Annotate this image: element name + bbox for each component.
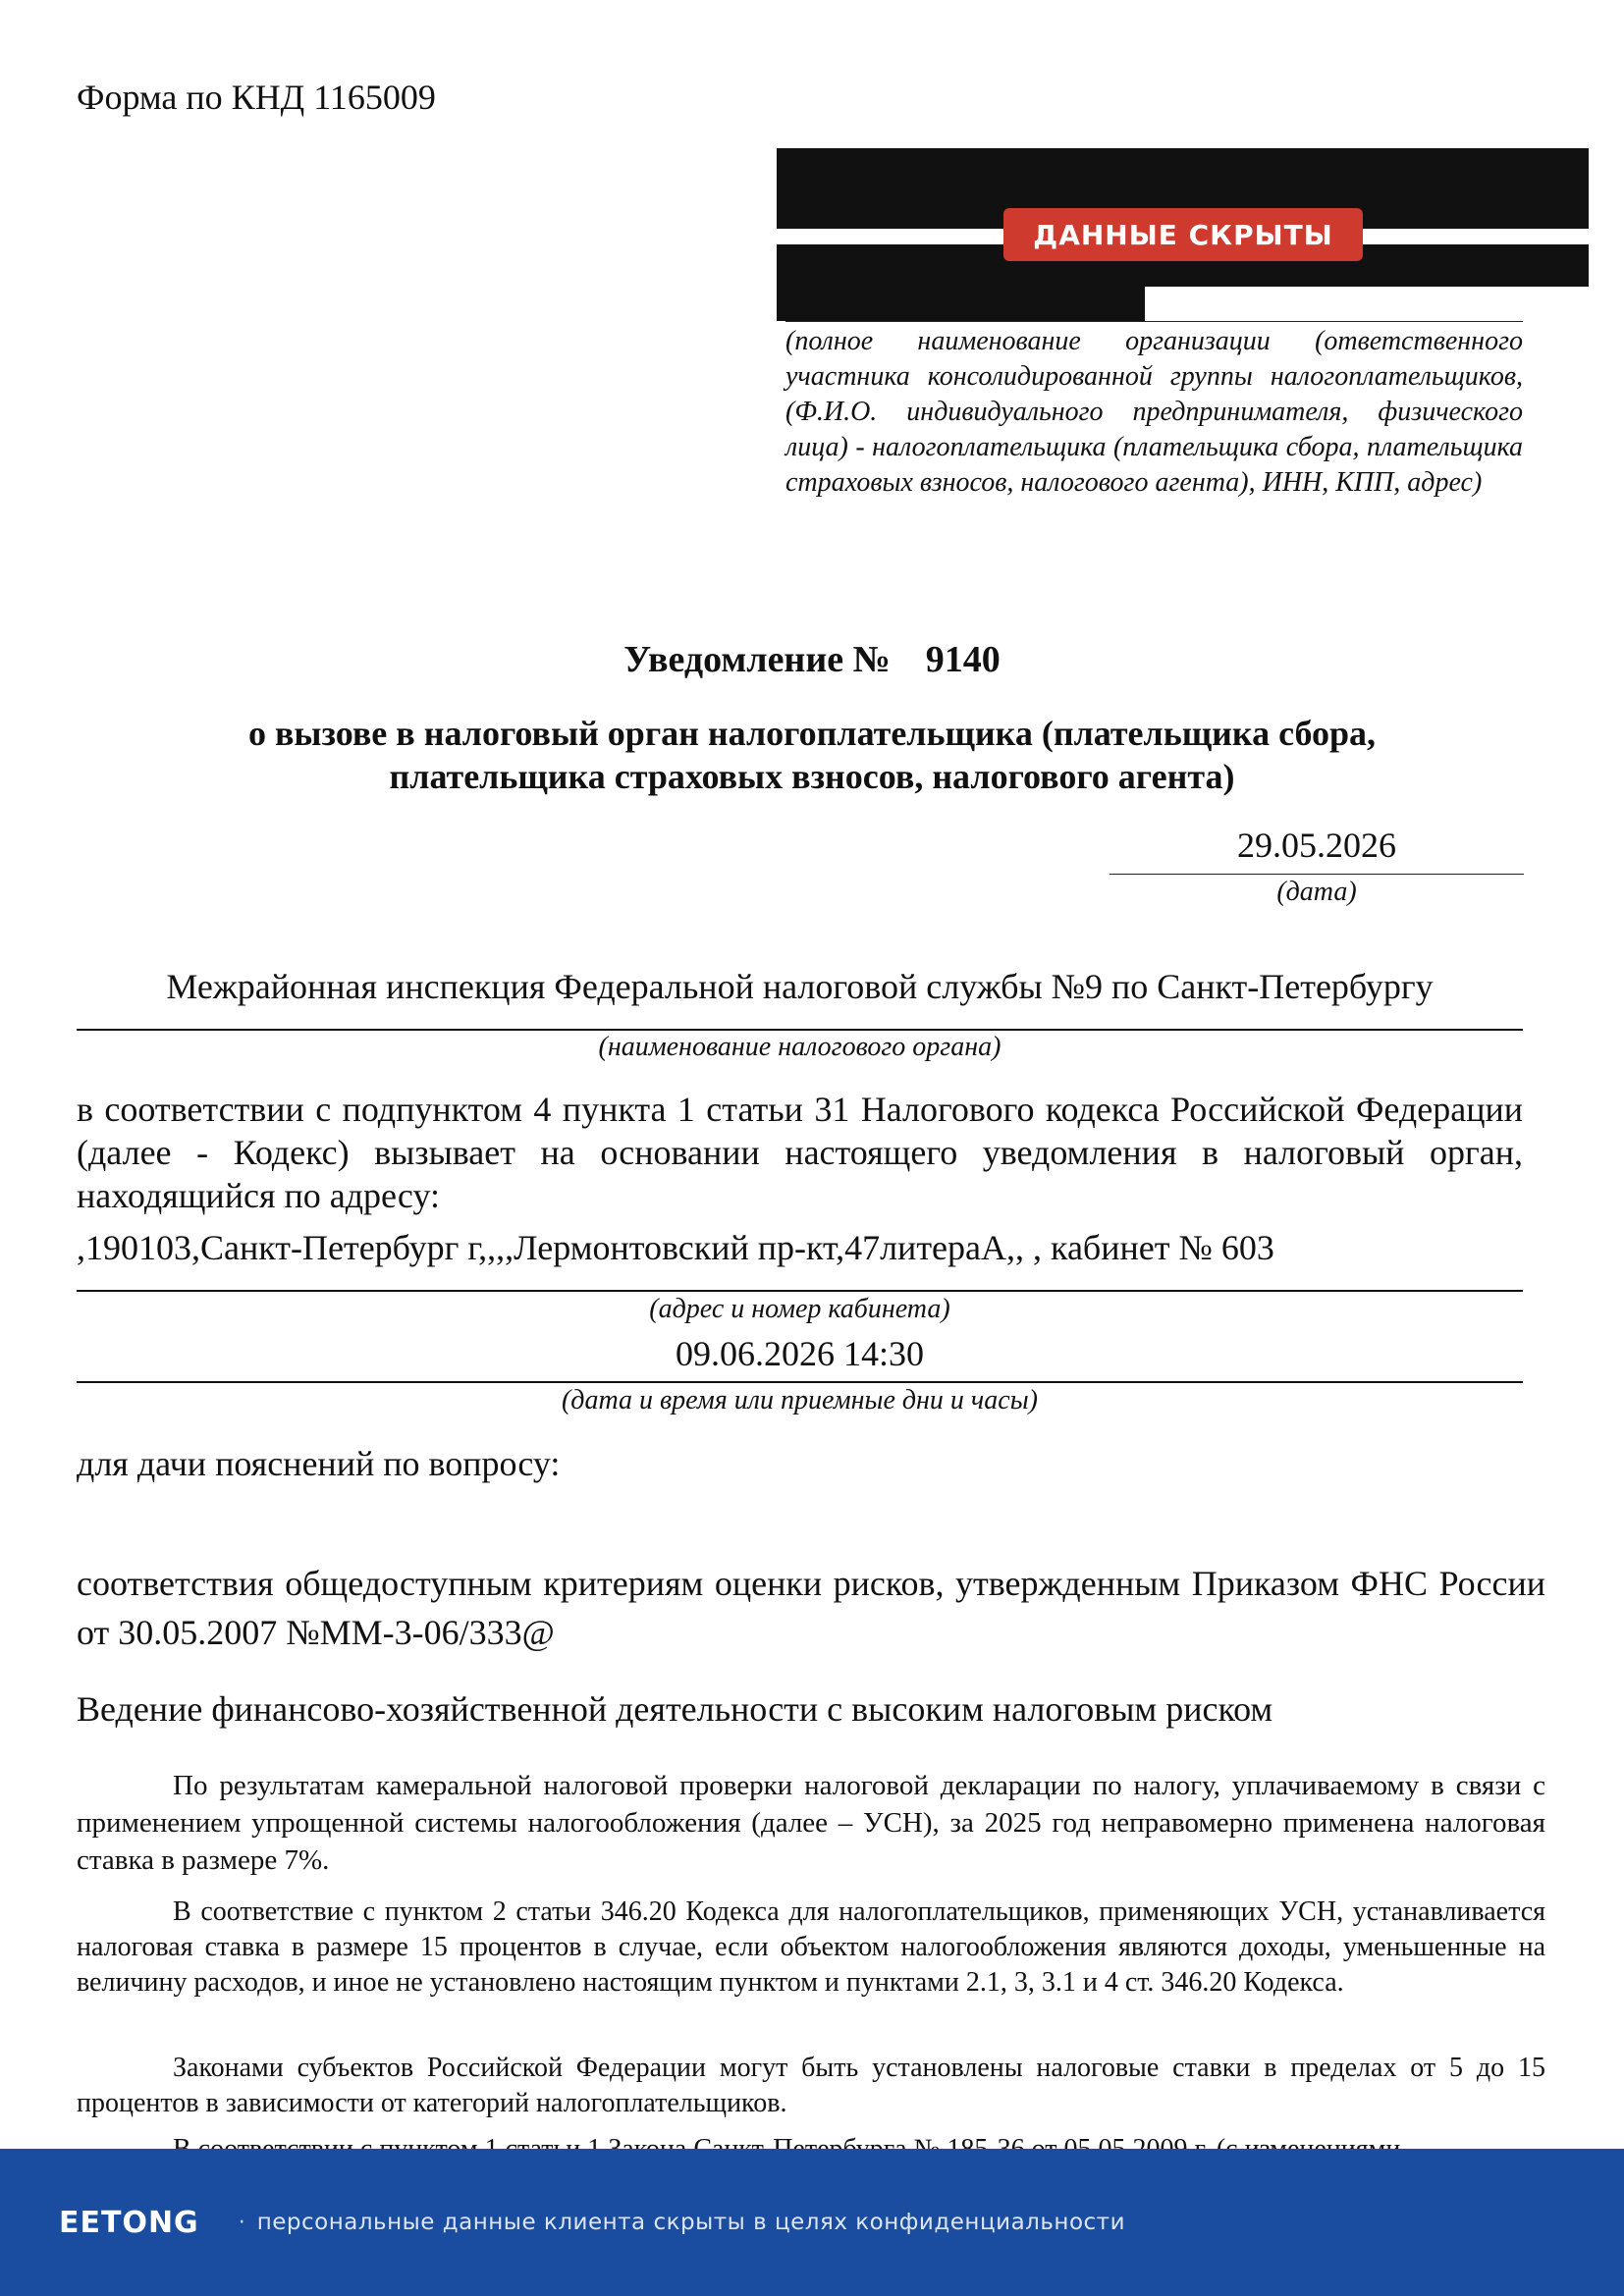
org-underline xyxy=(785,321,1523,322)
address-caption: (адрес и номер кабинета) xyxy=(649,1294,950,1324)
question-item: соответствия общедоступным критериям оценки рисков, утвержденным Приказом ФНС России от 30.05.2007 №ММ-3-06/333@ xyxy=(77,1564,1545,1652)
body-paragraph-text: Законами субъектов Российской Федерации могут быть установлены налоговые ставки в пределах от 5 до 15 процентов в зависимости от категорий налогоплательщиков. xyxy=(77,2053,1545,2118)
privacy-footer xyxy=(0,2149,1624,2296)
date-caption: (дата) xyxy=(1276,877,1357,907)
form-code: Форма по КНД 1165009 xyxy=(77,78,436,117)
office-address: ,190103,Санкт-Петербург г,,,,Лермонтовский пр-кт,47литераА,, , кабинет № 603 xyxy=(77,1228,1274,1267)
body-paragraph xyxy=(77,2051,1545,2121)
authority-underline xyxy=(77,1029,1523,1031)
meeting-underline xyxy=(77,1381,1523,1383)
tax-authority-caption: (наименование налогового органа) xyxy=(598,1032,1001,1062)
date-underline xyxy=(1110,874,1524,875)
question-label: для дачи пояснений по вопросу: xyxy=(77,1444,561,1483)
notice-title xyxy=(0,638,1624,681)
tax-authority-name: Межрайонная инспекция Федеральной налоговой службы №9 по Санкт-Петербургу xyxy=(166,967,1434,1006)
meeting-datetime: 09.06.2026 14:30 xyxy=(675,1334,924,1373)
notice-subtitle xyxy=(0,712,1624,798)
brand-logo: EETONG xyxy=(59,2205,199,2240)
address-underline xyxy=(77,1290,1523,1292)
redaction-bar xyxy=(777,287,1145,321)
summons-paragraph: в соответствии с подпунктом 4 пункта 1 статьи 31 Налогового кодекса Российской Федерации (далее - Кодекс) вызывает на основании настоящего уведомления в налоговый орган, находящийся по адресу: xyxy=(77,1090,1523,1215)
redaction-badge: ДАННЫЕ СКРЫТЫ xyxy=(1003,208,1363,261)
body-paragraph-text: По результатам камеральной налоговой проверки налоговой декларации по налогу, уплачиваемому в связи с применением упрощенной системы налогообложения (далее – УСН), за 2025 год неправомерно применена налоговая ставка в размере 7%. xyxy=(77,1770,1545,1876)
question-item: Ведение финансово-хозяйственной деятельности с высоким налоговым риском xyxy=(77,1689,1273,1729)
notice-date: 29.05.2026 xyxy=(1237,826,1396,865)
notice-number: 9140 xyxy=(925,639,1001,680)
notice-title-label: Уведомление № xyxy=(623,639,891,680)
body-paragraph-text: В соответствие с пунктом 2 статьи 346.20 Кодекса для налогоплательщиков, применяющих УСН, устанавливается налоговая ставка в размере 15 процентов в случае, если объектом налогообложения являются доходы, уменьшенные на величину расходов, и иное не установлено настоящим пунктом и пунктами 2.1, 3, 3.1 и 4 ст. 346.20 Кодекса. xyxy=(77,1896,1545,1998)
notice-subtitle-line: о вызове в налоговый орган налогоплательщика (плательщика сбора, xyxy=(247,714,1377,753)
org-caption: (полное наименование организации (ответственного участника консолидированной группы налогоплательщиков, (Ф.И.О. индивидуального предпринимателя, физического лица) - налогоплательщика (плательщика сбора, плательщика страховых взносов, налогового агента), ИНН, КПП, адрес) xyxy=(785,326,1523,498)
body-paragraph xyxy=(77,1767,1545,1879)
notice-subtitle-line: плательщика страховых взносов, налогового агента) xyxy=(389,757,1235,796)
body-paragraph xyxy=(77,1895,1545,2001)
footer-separator: · xyxy=(238,2210,245,2235)
privacy-notice: персональные данные клиента скрыты в целях конфиденциальности xyxy=(256,2210,1126,2235)
meeting-caption: (дата и время или приемные дни и часы) xyxy=(561,1385,1039,1415)
